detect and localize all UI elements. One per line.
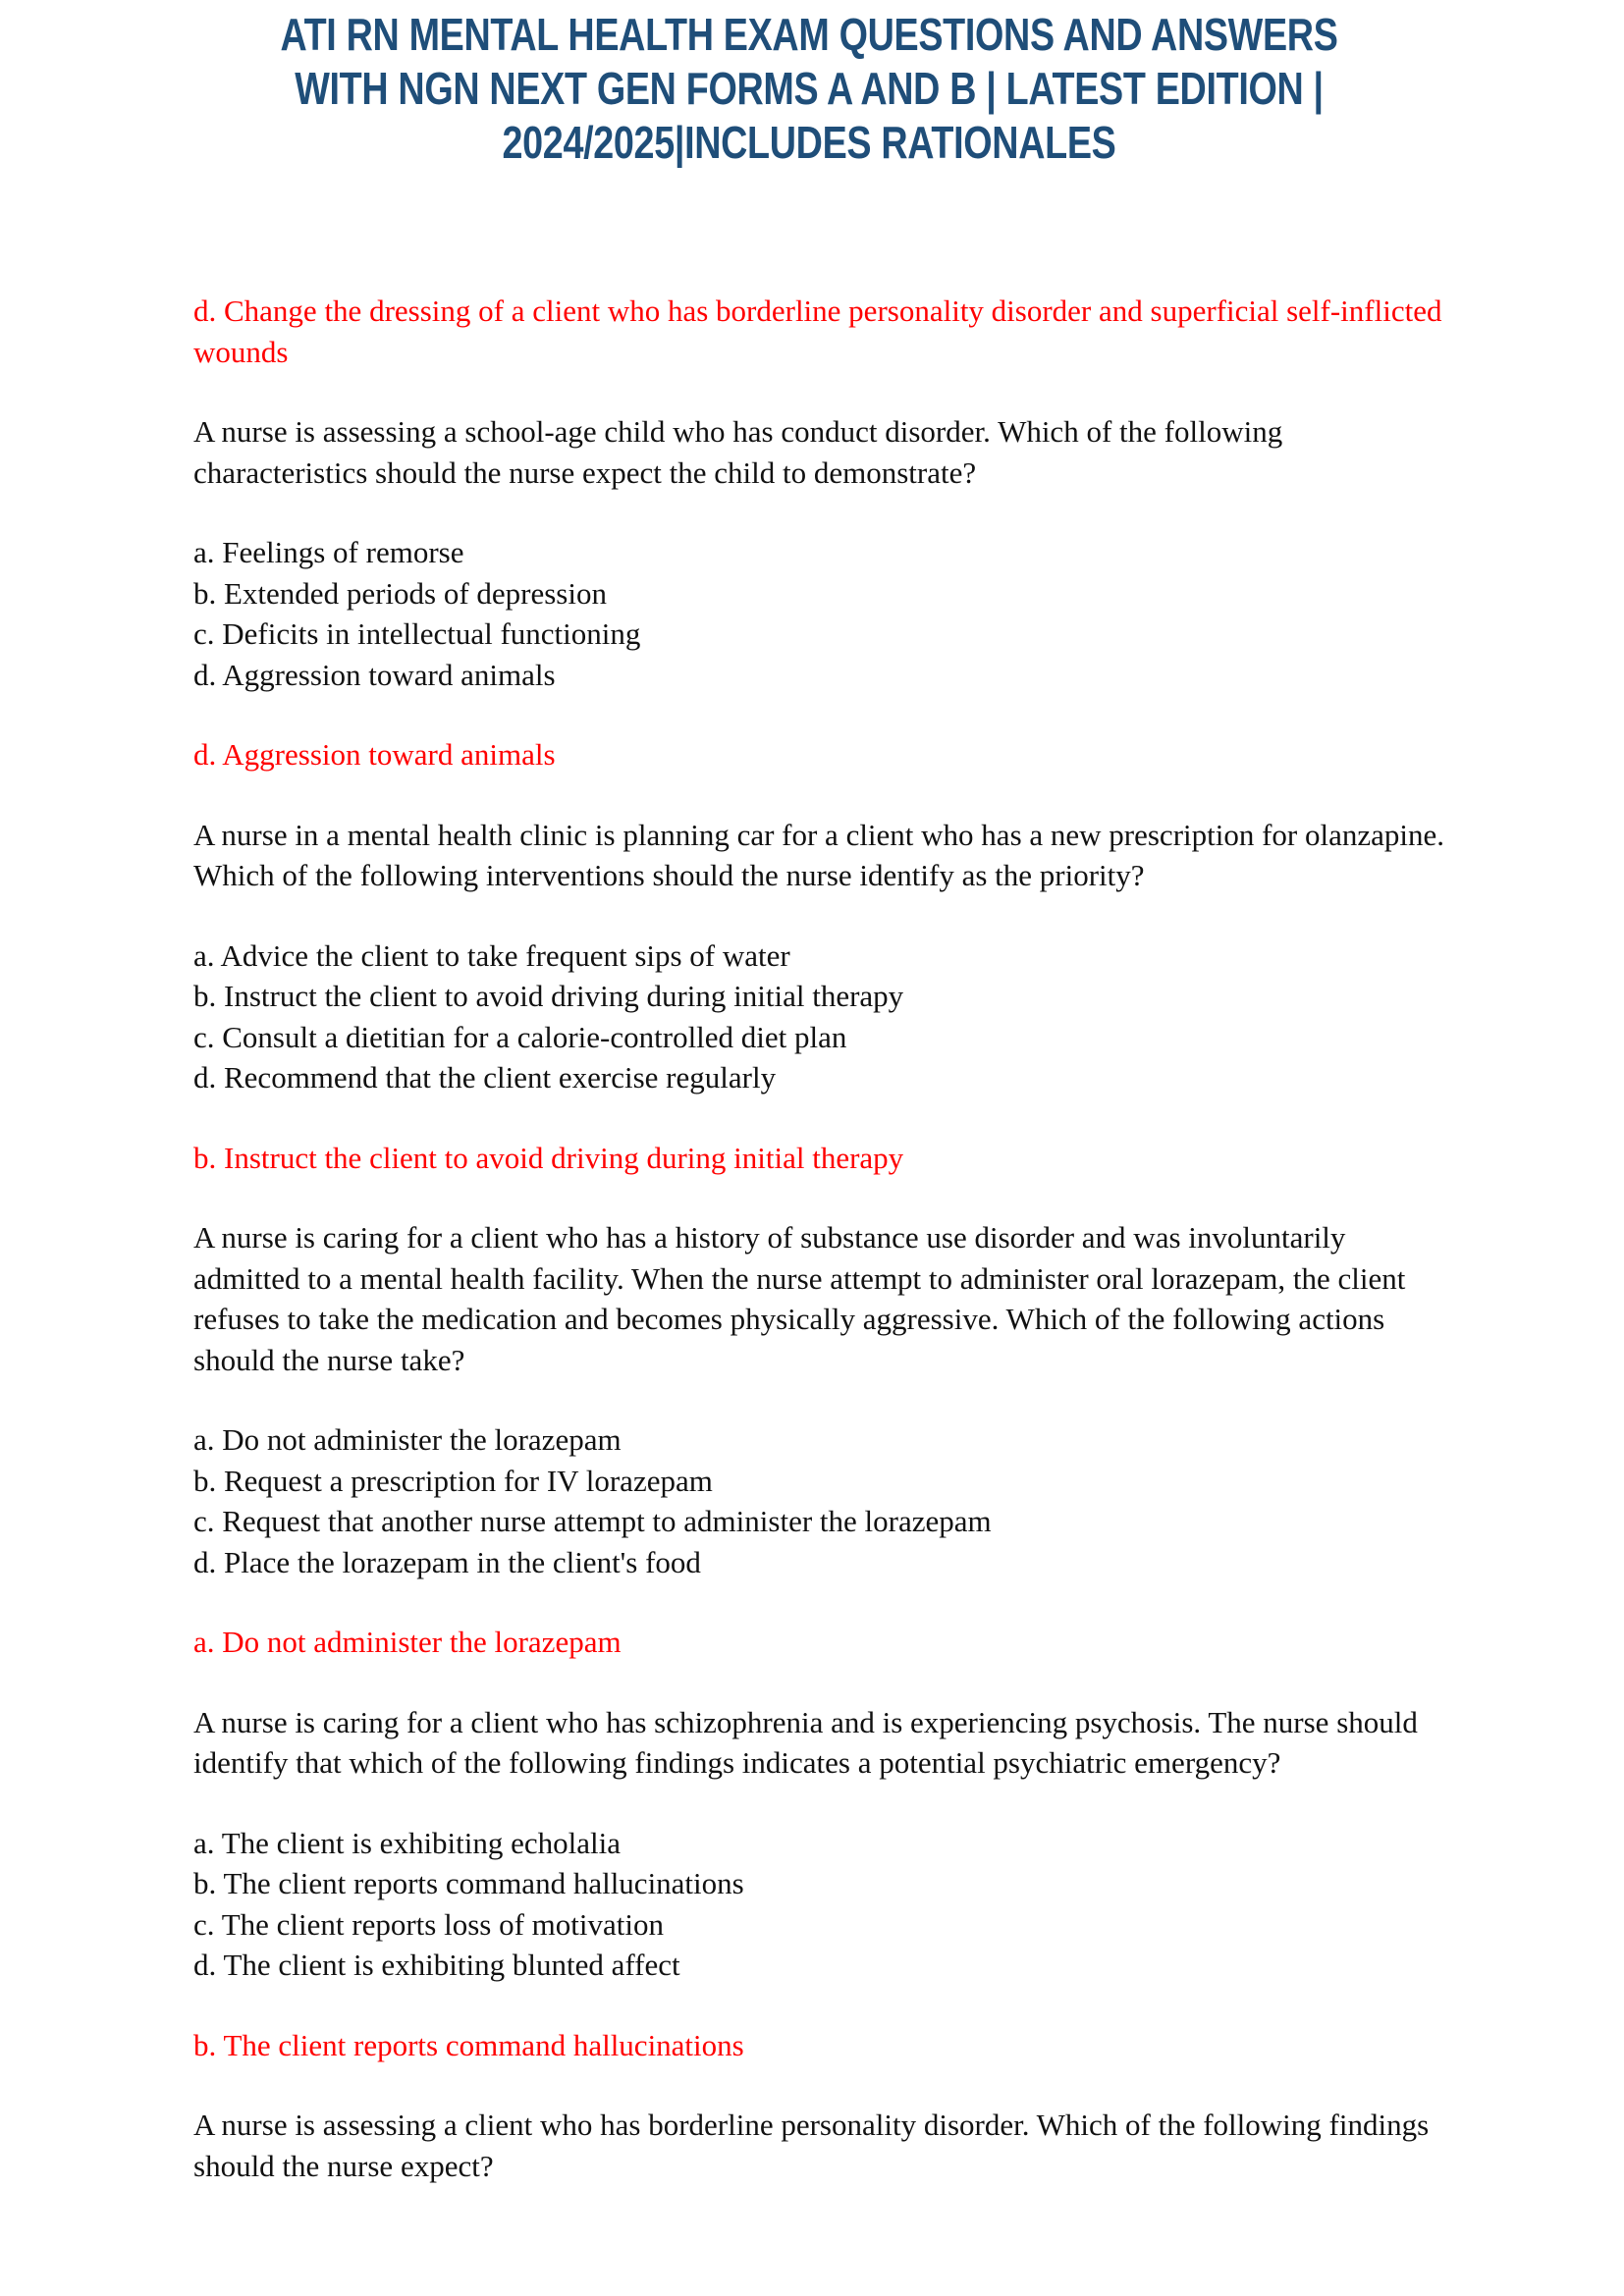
carryover-answer-text: d. Change the dressing of a client who has borderline personality disorder and superficial self-inflicted wounds [193,294,1442,369]
option-list-3 [193,1419,1445,1582]
option-item[interactable]: b. Instruct the client to avoid driving during initial therapy [193,979,904,1013]
answer-text-1: d. Aggression toward animals [193,737,556,772]
option-item[interactable]: d. The client is exhibiting blunted affect [193,1948,680,1982]
option-item[interactable]: a. The client is exhibiting echolalia [193,1825,622,1860]
question-stem-1: A nurse is assessing a school-age child who has conduct disorder. Which of the following characteristics should the nurse expect the child to demonstrate? [193,414,1283,490]
document-body [193,291,1445,2186]
option-item[interactable]: c. Consult a dietitian for a calorie-controlled diet plan [193,1019,847,1054]
option-list-2 [193,935,1445,1098]
question-block-3 [193,1217,1445,1663]
page-title-line-2: WITH NGN NEXT GEN FORMS A AND B | LATEST EDITION | [295,63,1324,114]
option-item[interactable]: c. The client reports loss of motivation [193,1906,664,1942]
question-block-4 [193,1702,1445,2066]
option-list-4 [193,1823,1445,1986]
answer-text-4: b. The client reports command hallucinations [193,2027,744,2062]
question-stem-5: A nurse is assessing a client who has borderline personality disorder. Which of the following findings should the nurse expect? [193,2108,1430,2183]
option-item[interactable]: b. Request a prescription for IV lorazepam [193,1463,713,1498]
page-title-line-3: 2024/2025|INCLUDES RATIONALES [502,117,1116,168]
question-block-1 [193,411,1445,775]
page-title-line-1: ATI RN MENTAL HEALTH EXAM QUESTIONS AND ANSWERS [280,9,1338,60]
option-item[interactable]: c. Request that another nurse attempt to administer the lorazepam [193,1504,992,1538]
question-stem-3: A nurse is caring for a client who has a history of substance use disorder and was involuntarily admitted to a mental health facility. When the nurse attempt to administer oral lorazepam, the client refuses to take the medication and becomes physically aggressive. Which of the following actions should the nurse take? [193,1220,1406,1377]
answer-text-2: b. Instruct the client to avoid driving during initial therapy [193,1140,904,1175]
page-title [241,8,1378,170]
option-item[interactable]: a. Do not administer the lorazepam [193,1422,622,1457]
option-item[interactable]: a. Feelings of remorse [193,535,464,569]
question-stem-2: A nurse in a mental health clinic is planning car for a client who has a new prescription for olanzapine. Which of the following interventions should the nurse identify as the priority? [193,817,1445,892]
answer-text-3: a. Do not administer the lorazepam [193,1625,622,1659]
option-item[interactable]: a. Advice the client to take frequent sips of water [193,937,790,973]
option-item[interactable]: d. Aggression toward animals [193,657,556,692]
option-item[interactable]: b. The client reports command hallucinations [193,1866,744,1900]
option-item[interactable]: b. Extended periods of depression [193,575,607,611]
option-item[interactable]: c. Deficits in intellectual functioning [193,616,641,651]
option-item[interactable]: d. Recommend that the client exercise regularly [193,1060,777,1095]
option-item[interactable]: d. Place the lorazepam in the client's food [193,1544,701,1579]
question-block-5 [193,2105,1445,2186]
option-list-1 [193,532,1445,695]
question-block-2 [193,815,1445,1179]
question-stem-4: A nurse is caring for a client who has schizophrenia and is experiencing psychosis. The nurse should identify that which of the following findings indicates a potential psychiatric emergency? [193,1704,1418,1780]
